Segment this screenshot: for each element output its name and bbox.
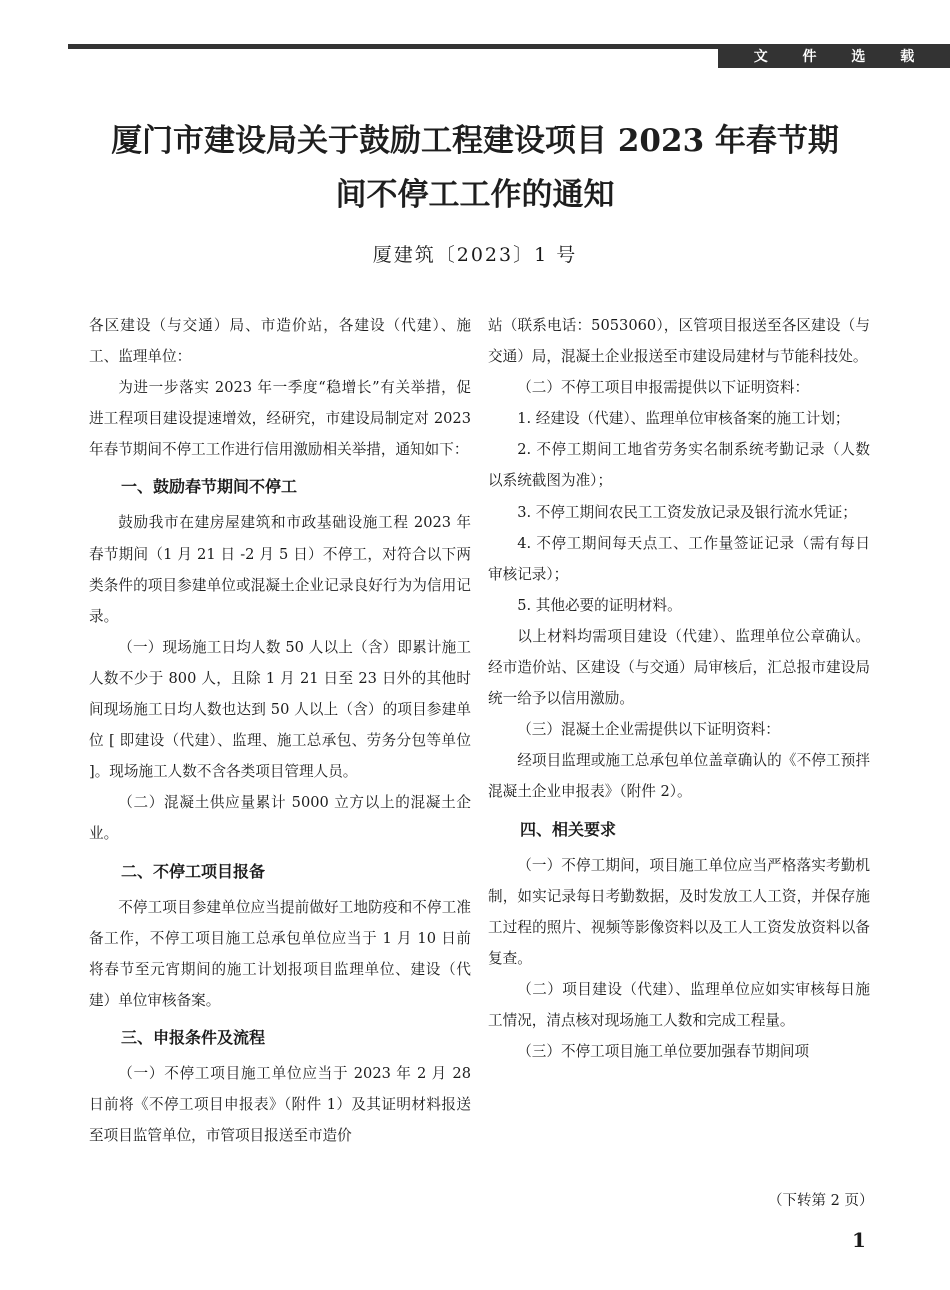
paragraph: 鼓励我市在建房屋建筑和市政基础设施工程 2023 年春节期间（1 月 21 日 -2 月 5 日）不停工，对符合以下两类条件的项目参建单位或混凝土企业记录良好行为为信用记录。 [89,514,471,625]
paragraph: （一）不停工期间，项目施工单位应当严格落实考勤机制，如实记录每日考勤数据，及时发放工人工资，并保存施工过程的照片、视频等影像资料以及工人工资发放资料以备复查。 [488,856,870,967]
document-title [75,114,875,222]
paragraph: （一）不停工项目施工单位应当于 2023 年 2 月 28 日前将《不停工项目申报表》（附件 1）及其证明材料报送至项目监管单位，市管项目报送至市造价 [89,1064,471,1145]
paragraph: 经项目监理或施工总承包单位盖章确认的《不停工预拌混凝土企业申报表》（附件 2）。 [488,752,870,801]
document-number: 厦建筑〔2023〕1 号 [372,244,578,266]
addressee: 各区建设（与交通）局、市造价站，各建设（代建）、施工、监理单位： [89,317,471,366]
paragraph: 站（联系电话：5053060），区管项目报送至各区建设（与交通）局，混凝土企业报送至市建设局建材与节能科技处。 [488,317,870,366]
section-heading-3: 三、申报条件及流程 [121,1027,266,1047]
list-item: 2. 不停工期间工地省劳务实名制系统考勤记录（人数以系统截图为准）； [488,441,870,490]
list-item: 1. 经建设（代建）、监理单位审核备案的施工计划； [517,410,850,428]
page-number: 1 [852,1228,866,1252]
continued-note: （下转第 2 页） [768,1193,874,1209]
section-heading-2: 二、不停工项目报备 [121,861,266,881]
list-item: 5. 其他必要的证明材料。 [517,596,682,614]
subheading: （三）混凝土企业需提供以下证明资料： [517,721,780,739]
paragraph: 以上材料均需项目建设（代建）、监理单位公章确认。经市造价站、区建设（与交通）局审核后，汇总报市建设局统一给予以信用激励。 [488,627,870,708]
right-column [488,310,870,1067]
paragraph: （二）项目建设（代建）、监理单位应如实审核每日施工情况，清点核对现场施工人数和完成工程量。 [488,980,870,1029]
title-line-2: 间不停工工作的通知 [335,177,615,213]
section-label: 文 件 选 载 [718,44,950,68]
paragraph: （一）现场施工日均人数 50 人以上（含）即累计施工人数不少于 800 人，且除 1 月 21 日至 23 日外的其他时间现场施工日均人数也达到 50 人以上（含）的项目参建单位 [ 即建设（代建）、监理、施工总承包、劳务分包等单位 ]。现场施工人数不含各类项目管理人员。 [89,638,471,781]
list-item: 3. 不停工期间农民工工资发放记录及银行流水凭证； [517,503,857,521]
subheading: （二）不停工项目申报需提供以下证明资料： [517,379,810,397]
paragraph: 不停工项目参建单位应当提前做好工地防疫和不停工准备工作，不停工项目施工总承包单位应当于 1 月 10 日前将春节至元宵期间的施工计划报项目监理单位、建设（代建）单位审核备案。 [89,898,471,1009]
list-item: 4. 不停工期间每天点工、工作量签证记录（需有每日审核记录）； [488,534,870,583]
paragraph: （三）不停工项目施工单位要加强春节期间项 [517,1043,810,1061]
title-line-1: 厦门市建设局关于鼓励工程建设项目 2023 年春节期 [111,123,839,159]
left-column [89,310,471,1151]
section-heading-4: 四、相关要求 [520,819,617,839]
section-heading-1: 一、鼓励春节期间不停工 [121,477,298,497]
paragraph: （二）混凝土供应量累计 5000 立方以上的混凝土企业。 [89,794,471,843]
intro-paragraph: 为进一步落实 2023 年一季度“稳增长”有关举措，促进工程项目建设提速增效，经研究，市建设局制定对 2023 年春节期间不停工工作进行信用激励相关举措，通知如下： [89,379,471,459]
